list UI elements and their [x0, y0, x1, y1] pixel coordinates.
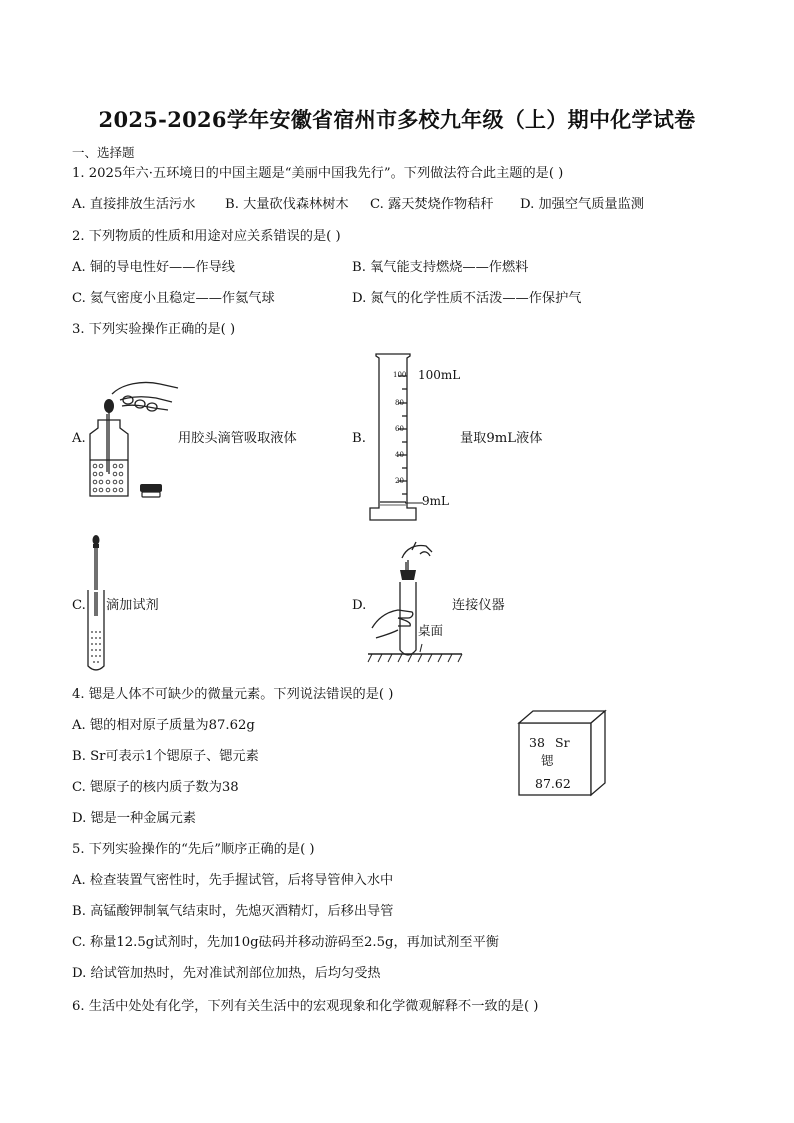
question-5-option-d: D. 给试管加热时，先对准试剂部位加热，后均匀受热 — [72, 966, 381, 981]
option-b-caption: 量取9mL液体 — [460, 431, 543, 446]
question-6-stem: 6. 生活中处处有化学，下列有关生活中的宏观现象和化学微观解释不一致的是( ) — [72, 999, 539, 1014]
question-2-option-c: C. 氦气密度小且稳定——作氦气球 — [72, 291, 275, 306]
element-atomic-number: 38 — [529, 735, 545, 750]
cylinder-tick-40: 40 — [395, 451, 404, 459]
question-5-option-a: A. 检查装置气密性时，先手握试管，后将导管伸入水中 — [72, 873, 394, 888]
element-mass: 87.62 — [535, 776, 571, 791]
dropper-test-tube-figure — [84, 534, 108, 674]
question-4-option-a: A. 锶的相对原子质量为87.62g — [72, 718, 255, 733]
question-1-option-d: D. 加强空气质量监测 — [520, 197, 644, 212]
option-a-caption: 用胶头滴管吸取液体 — [178, 431, 297, 446]
question-5-stem: 5. 下列实验操作的“先后”顺序正确的是( ) — [72, 842, 315, 857]
element-name: 锶 — [541, 753, 554, 768]
element-symbol: Sr — [555, 735, 570, 750]
cylinder-tick-100: 100 — [393, 371, 407, 379]
option-b-letter: B. — [352, 431, 366, 446]
question-1-stem: 1. 2025年六·五环境日的中国主题是“美丽中国我先行”。下列做法符合此主题的是( ) — [72, 166, 564, 181]
question-1-option-c: C. 露天焚烧作物秸秆 — [370, 197, 494, 212]
question-5-option-c: C. 称量12.5g试剂时，先加10g砝码并移动游码至2.5g，再加试剂至平衡 — [72, 935, 499, 950]
cylinder-tick-60: 60 — [395, 425, 404, 433]
question-2-option-d: D. 氮气的化学性质不活泼——作保护气 — [352, 291, 582, 306]
question-3-stem: 3. 下列实验操作正确的是( ) — [72, 322, 236, 337]
section-heading: 一、选择题 — [72, 145, 135, 160]
option-c-caption: 滴加试剂 — [106, 598, 159, 613]
option-d-caption: 连接仪器 — [452, 598, 505, 613]
option-a-letter: A. — [72, 431, 86, 446]
question-4-option-d: D. 锶是一种金属元素 — [72, 811, 196, 826]
option-c-letter: C. — [72, 598, 86, 613]
cylinder-tick-80: 80 — [395, 399, 404, 407]
question-2-option-a: A. 铜的导电性好——作导线 — [72, 260, 235, 275]
cylinder-tick-20: 20 — [395, 477, 404, 485]
cylinder-volume-label: 9mL — [422, 494, 449, 508]
page-title: 2025-2026学年安徽省宿州市多校九年级（上）期中化学试卷 — [98, 107, 696, 132]
dropper-bottle-figure — [82, 374, 182, 500]
question-2-stem: 2. 下列物质的性质和用途对应关系错误的是( ) — [72, 229, 341, 244]
question-2-option-b: B. 氧气能支持燃烧——作燃料 — [352, 260, 529, 275]
question-5-option-b: B. 高锰酸钾制氧气结束时，先熄灭酒精灯，后移出导管 — [72, 904, 394, 919]
question-4-option-c: C. 锶原子的核内质子数为38 — [72, 780, 239, 795]
question-4-stem: 4. 锶是人体不可缺少的微量元素。下列说法错误的是( ) — [72, 687, 394, 702]
question-1-option-b: B. 大量砍伐森林树木 — [225, 197, 349, 212]
table-label: 桌面 — [418, 623, 444, 638]
cylinder-capacity-label: 100mL — [418, 368, 461, 382]
question-1-option-a: A. 直接排放生活污水 — [72, 197, 196, 212]
option-d-letter: D. — [352, 598, 367, 613]
question-4-option-b: B. Sr可表示1个锶原子、锶元素 — [72, 749, 259, 764]
connect-apparatus-figure — [368, 542, 464, 666]
